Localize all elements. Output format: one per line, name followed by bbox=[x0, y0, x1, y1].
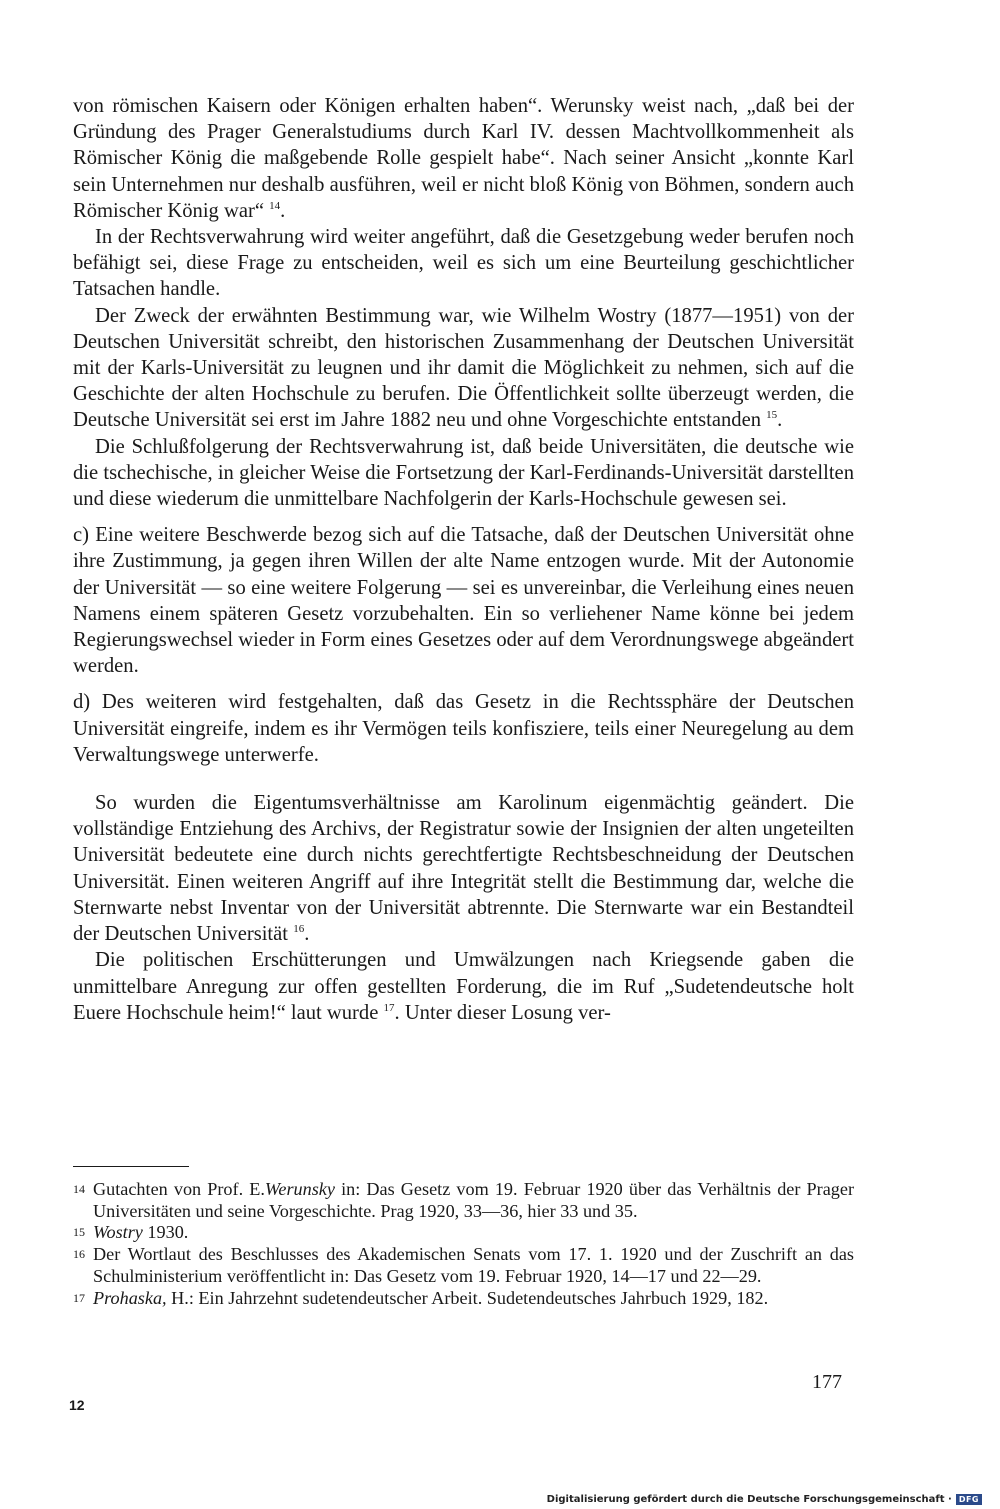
footnote-number: 14 bbox=[73, 1182, 85, 1196]
footnote-number: 16 bbox=[73, 1247, 85, 1262]
footnotes bbox=[73, 1179, 854, 1309]
paragraph: Die politischen Erschütterungen und Umwälzungen nach Kriegsende gaben die unmittelbare Anregung zur offen gestellten Forderung, die im Ruf „Sudetendeutsche holt Euere Hochschule heim!“ laut wurde $^{17}$. Unter dieser Losung ver- bbox=[73, 949, 854, 1024]
paragraph: von römischen Kaisern oder Königen erhalten haben“. Werunsky weist nach, „daß bei der Gründung des Prager Generalstudiums durch Karl IV. dessen Machtvollkommenheit als Römischer König die maßgebende Rolle gespielt habe“. Nach seiner Ansicht „konnte Karl sein Unternehmen nur deshalb ausführen, weil er nicht bloß König von Böhmen, sondern auch Römischer König war“ $^{14}$. bbox=[73, 95, 854, 222]
footnote-ref[interactable]: 17 bbox=[383, 1001, 395, 1014]
footnote-divider bbox=[73, 1166, 189, 1167]
paragraph: c) Eine weitere Beschwerde bezog sich auf die Tatsache, daß der Deutschen Universität ohne ihre Zustimmung, ja gegen ihren Willen der alte Name entzogen wurde. Mit der Autonomie der Universität — so eine weitere Folgerung — sei es unvereinbar, die Verleihung eines neuen Namens einem späteren Gesetz vorzubehalten. Ein so verliehener Name könne bei jedem Regierungswechsel wieder in Form eines Gesetzes oder auf dem Verordnungswege abgeändert werden. bbox=[73, 524, 854, 678]
digitization-credit bbox=[547, 1494, 982, 1505]
footnote-ref[interactable]: 16 bbox=[293, 923, 305, 936]
footnote-text: Prohaska, H.: Ein Jahrzehnt sudetendeutscher Arbeit. Sudetendeutsches Jahrbuch 1929, 182. bbox=[93, 1287, 769, 1308]
footnote-ref[interactable]: 14 bbox=[269, 199, 281, 212]
footnote bbox=[73, 1179, 854, 1222]
paragraph: Der Zweck der erwähnten Bestimmung war, wie Wilhelm Wostry (1877—1951) von der Deutschen Universität schreibt, den historischen Zusammenhang der Deutschen Universität mit der Karls-Universität zu leugnen und ihr damit die Möglichkeit zu nehmen, sich auf die Geschichte der alten Hochschule zu berufen. Die Öffentlichkeit sollte überzeugt werden, die Deutsche Universität sei erst im Jahre 1882 neu und ohne Vorgeschichte entstanden $^{15}$. bbox=[73, 304, 854, 432]
footnote-number: 15 bbox=[73, 1225, 85, 1240]
footnote-text: Der Wortlaut des Beschlusses des Akademischen Senats vom 17. 1. 1920 und der Zuschrift an das Schulministerium veröffentlicht in: Das Gesetz vom 19. Februar 1920, 14—17 und 22—29. bbox=[93, 1244, 854, 1286]
paragraph: So wurden die Eigentumsverhältnisse am Karolinum eigenmächtig geändert. Die vollständige Entziehung des Archivs, der Registratur sowie der Insignien der alten ungeteilten Universität bedeutete eine durch nichts gerechtfertigte Rechtsbeschneidung der Deutschen Universität. Einen weiteren Angriff auf ihre Integrität stellt die Bestimmung dar, welche die Sternwarte nebst Inventar von der Universität abtrennte. Die Sternwarte war ein Bestandteil der Deutschen Universität $^{16}$. bbox=[73, 792, 854, 946]
footnote-number: 17 bbox=[73, 1290, 85, 1305]
signature-number: 12 bbox=[69, 1397, 85, 1413]
credit-text: Digitalisierung gefördert durch die Deutsche Forschungsgemeinschaft · bbox=[546, 1494, 952, 1505]
footnote bbox=[73, 1222, 854, 1244]
footnote-text: Gutachten von Prof. E.Werunsky in: Das Gesetz vom 19. Februar 1920 über das Verhältnis der Prager Universitäten und seine Vorgeschichte. Prag 1920, 33—36, hier 33 und 35. bbox=[93, 1179, 855, 1221]
body-text bbox=[73, 93, 854, 1026]
footnote bbox=[73, 1288, 854, 1310]
footnote bbox=[73, 1244, 854, 1287]
paragraph: In der Rechtsverwahrung wird weiter angeführt, daß die Gesetzgebung weder berufen noch befähigt sei, diese Frage zu entscheiden, weil es sich um eine Beurteilung geschichtlicher Tatsachen handle. bbox=[73, 226, 854, 301]
paragraph: d) Des weiteren wird festgehalten, daß das Gesetz in die Rechtssphäre der Deutschen Universität eingreife, indem es ihr Vermögen teils konfisziere, teils einer Neuregelung au dem Verwaltungswege unterwerfe. bbox=[73, 691, 854, 766]
page-number: 177 bbox=[812, 1371, 842, 1393]
dfg-logo-icon: DFG bbox=[956, 1494, 982, 1505]
footnote-text: Wostry 1930. bbox=[93, 1222, 189, 1243]
footnote-ref[interactable]: 15 bbox=[766, 409, 778, 422]
paragraph: Die Schlußfolgerung der Rechtsverwahrung ist, daß beide Universitäten, die deutsche wie die tschechische, in gleicher Weise die Fortsetzung der Karl-Ferdinands-Universität darstellten und diese wiederum die unmittelbare Nachfolgerin der Karls-Hochschule gewesen sei. bbox=[73, 435, 854, 511]
